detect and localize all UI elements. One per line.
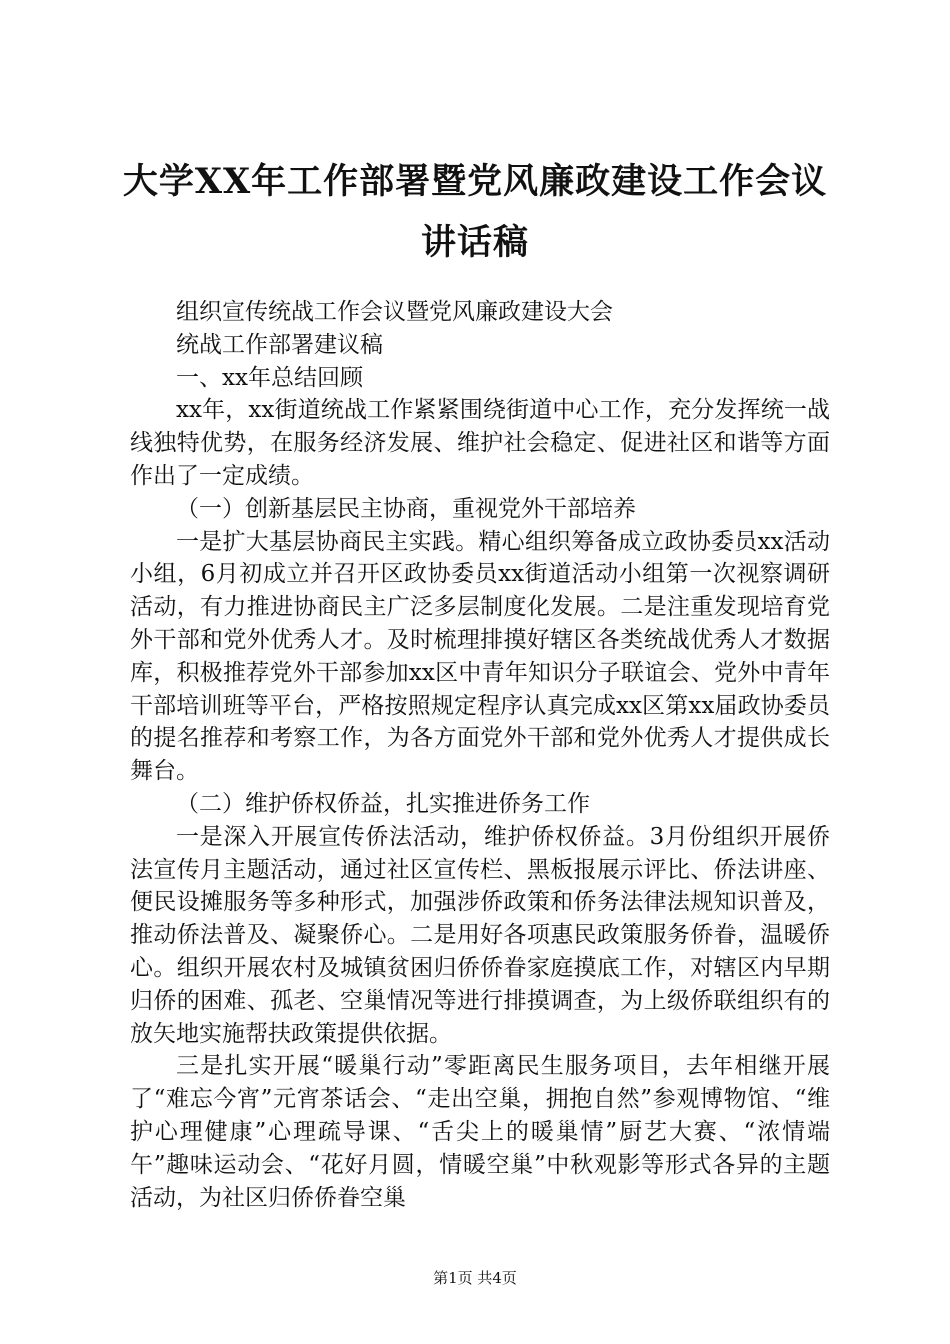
paragraph-consultation: 一是扩大基层协商民主实践。精心组织筹备成立政协委员xx活动小组，6月初成立并召开区政协委员xx街道活动小组第一次视察调研活动，有力推进协商民主广泛多层制度化发展。二是注重发现培育党外干部和党外优秀人才。及时梳理排摸好辖区各类统战优秀人才数据库，积极推荐党外干部参加xx区中青年知识分子联谊会、党外中青年干部培训班等平台，严格按照规定程序认真完成xx区第xx届政协委员的提名推荐和考察工作，为各方面党外干部和党外优秀人才提供成长舞台。	[130, 528, 830, 785]
section-heading-review: 一、xx年总结回顾	[176, 364, 363, 391]
paragraph-draft-name: 统战工作部署建议稿	[176, 331, 383, 358]
paragraph-meeting-name: 组织宣传统战工作会议暨党风廉政建设大会	[176, 299, 613, 325]
subsection-heading-2: （二）维护侨权侨益，扎实推进侨务工作	[176, 790, 590, 817]
paragraph-warm-nest: 三是扎实开展“暖巢行动”零距离民生服务项目，去年相继开展了“难忘今宵”元宵茶话会、“走出空巢，拥抱自然”参观博物馆、“维护心理健康”心理疏导课、“舌尖上的暖巢情”厨艺大赛、“浓情端午”趣味运动会、“花好月圆，情暖空巢”中秋观影等形式各异的主题活动，为社区归侨侨眷空巢	[130, 1053, 830, 1211]
paragraph-summary: xx年，xx街道统战工作紧紧围绕街道中心工作，充分发挥统一战线独特优势，在服务经济发展、维护社会稳定、促进社区和谐等方面作出了一定成绩。	[130, 397, 830, 489]
document-title-line-2: 讲话稿	[420, 222, 529, 263]
page-footer: 第1页 共4页	[433, 1269, 517, 1287]
subsection-heading-1: （一）创新基层民主协商，重视党外干部培养	[176, 495, 636, 522]
paragraph-overseas-affairs: 一是深入开展宣传侨法活动，维护侨权侨益。3月份组织开展侨法宣传月主题活动，通过社区宣传栏、黑板报展示评比、侨法讲座、便民设摊服务等多种形式，加强涉侨政策和侨务法律法规知识普及，推动侨法普及、凝聚侨心。二是用好各项惠民政策服务侨眷，温暖侨心。组织开展农村及城镇贫困归侨侨眷家庭摸底工作，对辖区内早期归侨的困难、孤老、空巢情况等进行排摸调查，为上级侨联组织有的放矢地实施帮扶政策提供依据。	[130, 823, 830, 1047]
document-title-line-1: 大学XX年工作部署暨党风廉政建设工作会议	[122, 161, 828, 202]
document-body	[130, 296, 830, 1214]
